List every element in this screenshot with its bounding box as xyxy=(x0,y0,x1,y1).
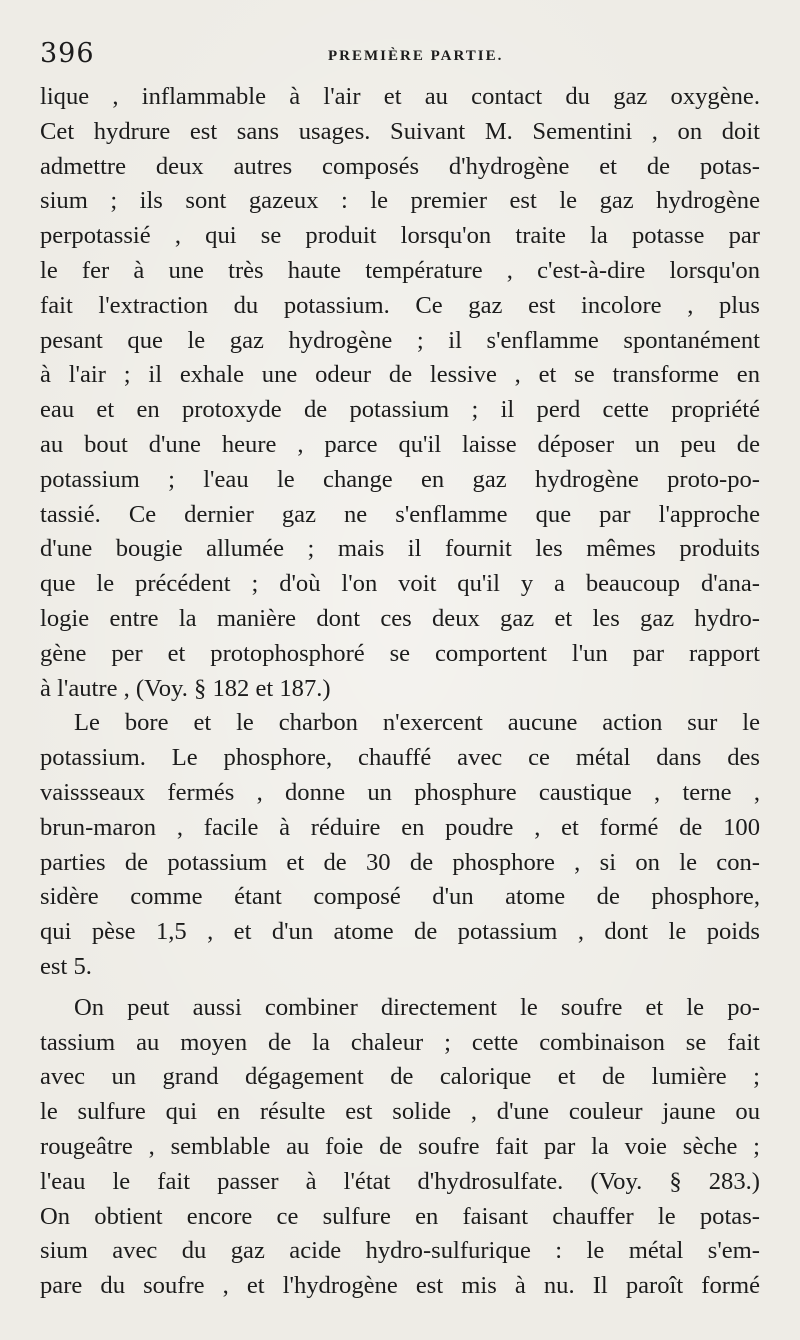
text-line: avec un grand dégagement de calorique et de lumière ; xyxy=(40,1063,760,1091)
text-line: rougeâtre , semblable au foie de soufre fait par la voie sèche ; xyxy=(40,1132,760,1160)
text-line: On peut aussi combiner directement le soufre et le po- xyxy=(74,993,760,1021)
text-line: admettre deux autres composés d'hydrogène et de potas- xyxy=(40,152,760,180)
text-line: brun-maron , facile à réduire en poudre , et formé de 100 xyxy=(40,813,760,841)
text-line: logie entre la manière dont ces deux gaz et les gaz hydro- xyxy=(40,604,760,632)
text-line: eau et en protoxyde de potassium ; il perd cette propriété xyxy=(40,396,760,424)
text-line: sidère comme étant composé d'un atome de phosphore, xyxy=(40,883,760,911)
text-line: potassium. Le phosphore, chauffé avec ce métal dans des xyxy=(40,744,760,772)
page-header xyxy=(40,38,760,78)
text-line: que le précédent ; d'où l'on voit qu'il y a beaucoup d'ana- xyxy=(40,570,760,598)
text-line: gène per et protophosphoré se comportent l'un par rapport xyxy=(40,639,760,667)
text-line: fait l'extraction du potassium. Ce gaz est incolore , plus xyxy=(40,291,760,319)
page-number: 396 xyxy=(40,38,95,69)
body-text xyxy=(40,80,760,1304)
text-line: à l'air ; il exhale une odeur de lessive , et se transforme en xyxy=(40,361,760,389)
text-line: pesant que le gaz hydrogène ; il s'enflamme spontanément xyxy=(40,326,760,354)
text-line: sium ; ils sont gazeux : le premier est le gaz hydrogène xyxy=(40,187,760,215)
text-line: pare du soufre , et l'hydrogène est mis à nu. Il paroît formé xyxy=(40,1272,760,1300)
text-line: tassié. Ce dernier gaz ne s'enflamme que par l'approche xyxy=(40,500,760,528)
text-line: parties de potassium et de 30 de phosphore , si on le con- xyxy=(40,848,760,876)
text-line: est 5. xyxy=(40,952,92,980)
text-line: Cet hydrure est sans usages. Suivant M. Sementini , on doit xyxy=(40,117,760,145)
text-line: potassium ; l'eau le change en gaz hydrogène proto-po- xyxy=(40,465,760,493)
text-line: perpotassié , qui se produit lorsqu'on traite la potasse par xyxy=(40,222,760,250)
text-line: le sulfure qui en résulte est solide , d'une couleur jaune ou xyxy=(40,1098,760,1126)
text-line: sium avec du gaz acide hydro-sulfurique : le métal s'em- xyxy=(40,1237,760,1265)
text-line: lique , inflammable à l'air et au contact du gaz oxygène. xyxy=(40,83,760,110)
text-line: à l'autre , (Voy. § 182 et 187.) xyxy=(40,674,331,702)
text-line: On obtient encore ce sulfure en faisant chauffer le potas- xyxy=(40,1202,760,1230)
text-line: d'une bougie allumée ; mais il fournit les mêmes produits xyxy=(40,535,760,563)
text-line: qui pèse 1,5 , et d'un atome de potassium , dont le poids xyxy=(40,918,760,946)
running-head: PREMIÈRE PARTIE. xyxy=(328,48,504,64)
text-line: tassium au moyen de la chaleur ; cette combinaison se fait xyxy=(40,1028,760,1056)
text-line: vaissseaux fermés , donne un phosphure caustique , terne , xyxy=(40,778,760,806)
text-line: Le bore et le charbon n'exercent aucune action sur le xyxy=(74,709,760,737)
text-line: le fer à une très haute température , c'est-à-dire lorsqu'on xyxy=(40,256,760,284)
text-line: au bout d'une heure , parce qu'il laisse déposer un peu de xyxy=(40,430,760,458)
text-line: l'eau le fait passer à l'état d'hydrosulfate. (Voy. § 283.) xyxy=(40,1167,760,1195)
